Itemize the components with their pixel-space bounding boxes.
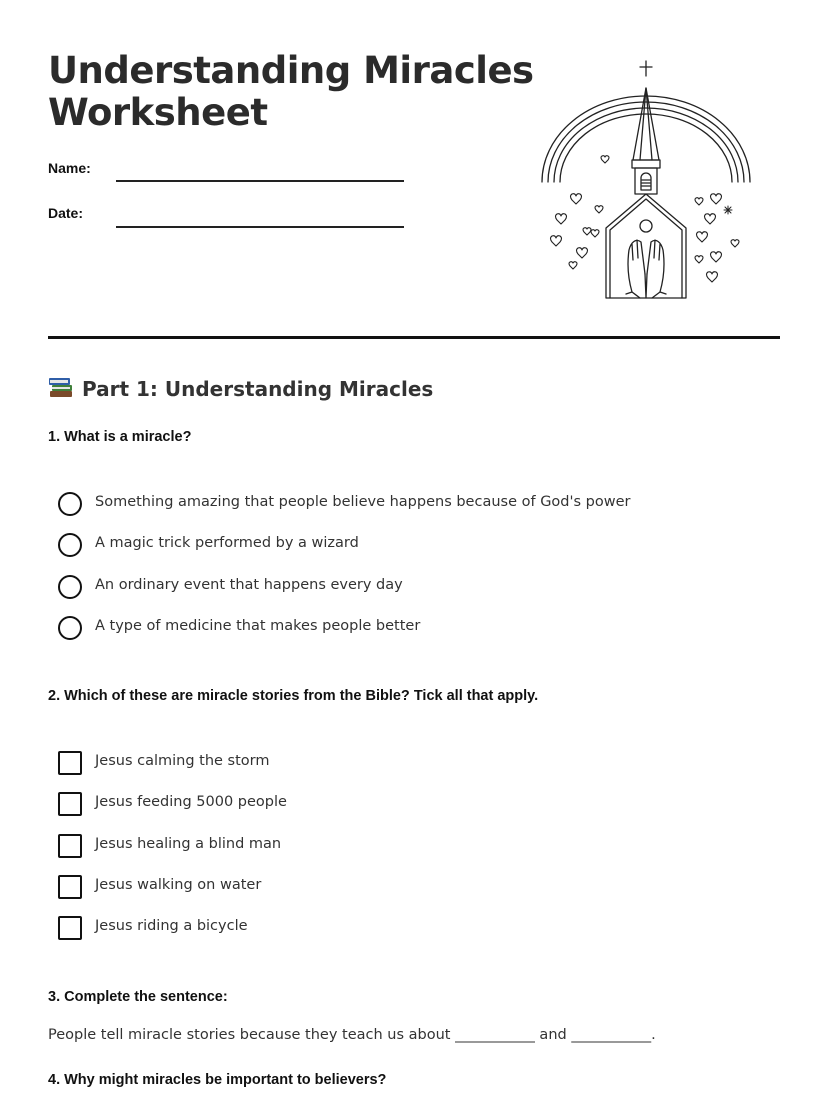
question-2: 2. Which of these are miracle stories from the Bible? Tick all that apply.	[48, 688, 539, 704]
heart-icons	[551, 156, 740, 282]
q1-option-label: A type of medicine that makes people better	[95, 618, 421, 634]
question-3: 3. Complete the sentence:	[48, 989, 228, 1005]
radio-button[interactable]	[58, 492, 82, 516]
cross-icon	[640, 61, 652, 76]
sparkle-icon	[724, 206, 732, 214]
part-1-heading-text: Part 1: Understanding Miracles	[82, 377, 434, 401]
date-field[interactable]	[116, 226, 404, 228]
q1-option-label: Something amazing that people believe happens because of God's power	[95, 494, 631, 510]
rainbow-arcs	[542, 96, 750, 182]
checkbox[interactable]	[58, 834, 82, 858]
radio-button[interactable]	[58, 616, 82, 640]
q2-option-label: Jesus healing a blind man	[95, 836, 282, 852]
church-rainbow-illustration	[536, 52, 754, 304]
q1-option-label: A magic trick performed by a wizard	[95, 535, 359, 551]
church-steeple	[632, 88, 660, 194]
q2-option-label: Jesus riding a bicycle	[95, 918, 248, 934]
q1-option-label: An ordinary event that happens every day	[95, 577, 403, 593]
checkbox[interactable]	[58, 916, 82, 940]
q2-option-label: Jesus feeding 5000 people	[95, 794, 287, 810]
radio-button[interactable]	[58, 533, 82, 557]
title-line-2: Worksheet	[48, 91, 268, 134]
title-line-1: Understanding Miracles	[48, 49, 534, 92]
question-4: 4. Why might miracles be important to believers?	[48, 1072, 387, 1088]
q2-option-label: Jesus walking on water	[95, 877, 262, 893]
checkbox[interactable]	[58, 792, 82, 816]
date-label: Date:	[48, 205, 84, 221]
q2-option-label: Jesus calming the storm	[95, 753, 270, 769]
fill-in-sentence[interactable]: People tell miracle stories because they teach us about ___________ and ___________.	[48, 1027, 656, 1043]
name-label: Name:	[48, 160, 91, 176]
part-1-heading	[48, 374, 433, 404]
praying-hands-icon	[626, 240, 666, 298]
worksheet-title	[48, 50, 534, 134]
checkbox[interactable]	[58, 875, 82, 899]
question-1: 1. What is a miracle?	[48, 429, 192, 445]
radio-button[interactable]	[58, 575, 82, 599]
books-icon	[48, 375, 74, 399]
checkbox[interactable]	[58, 751, 82, 775]
name-field[interactable]	[116, 180, 404, 182]
header-divider	[48, 336, 780, 339]
